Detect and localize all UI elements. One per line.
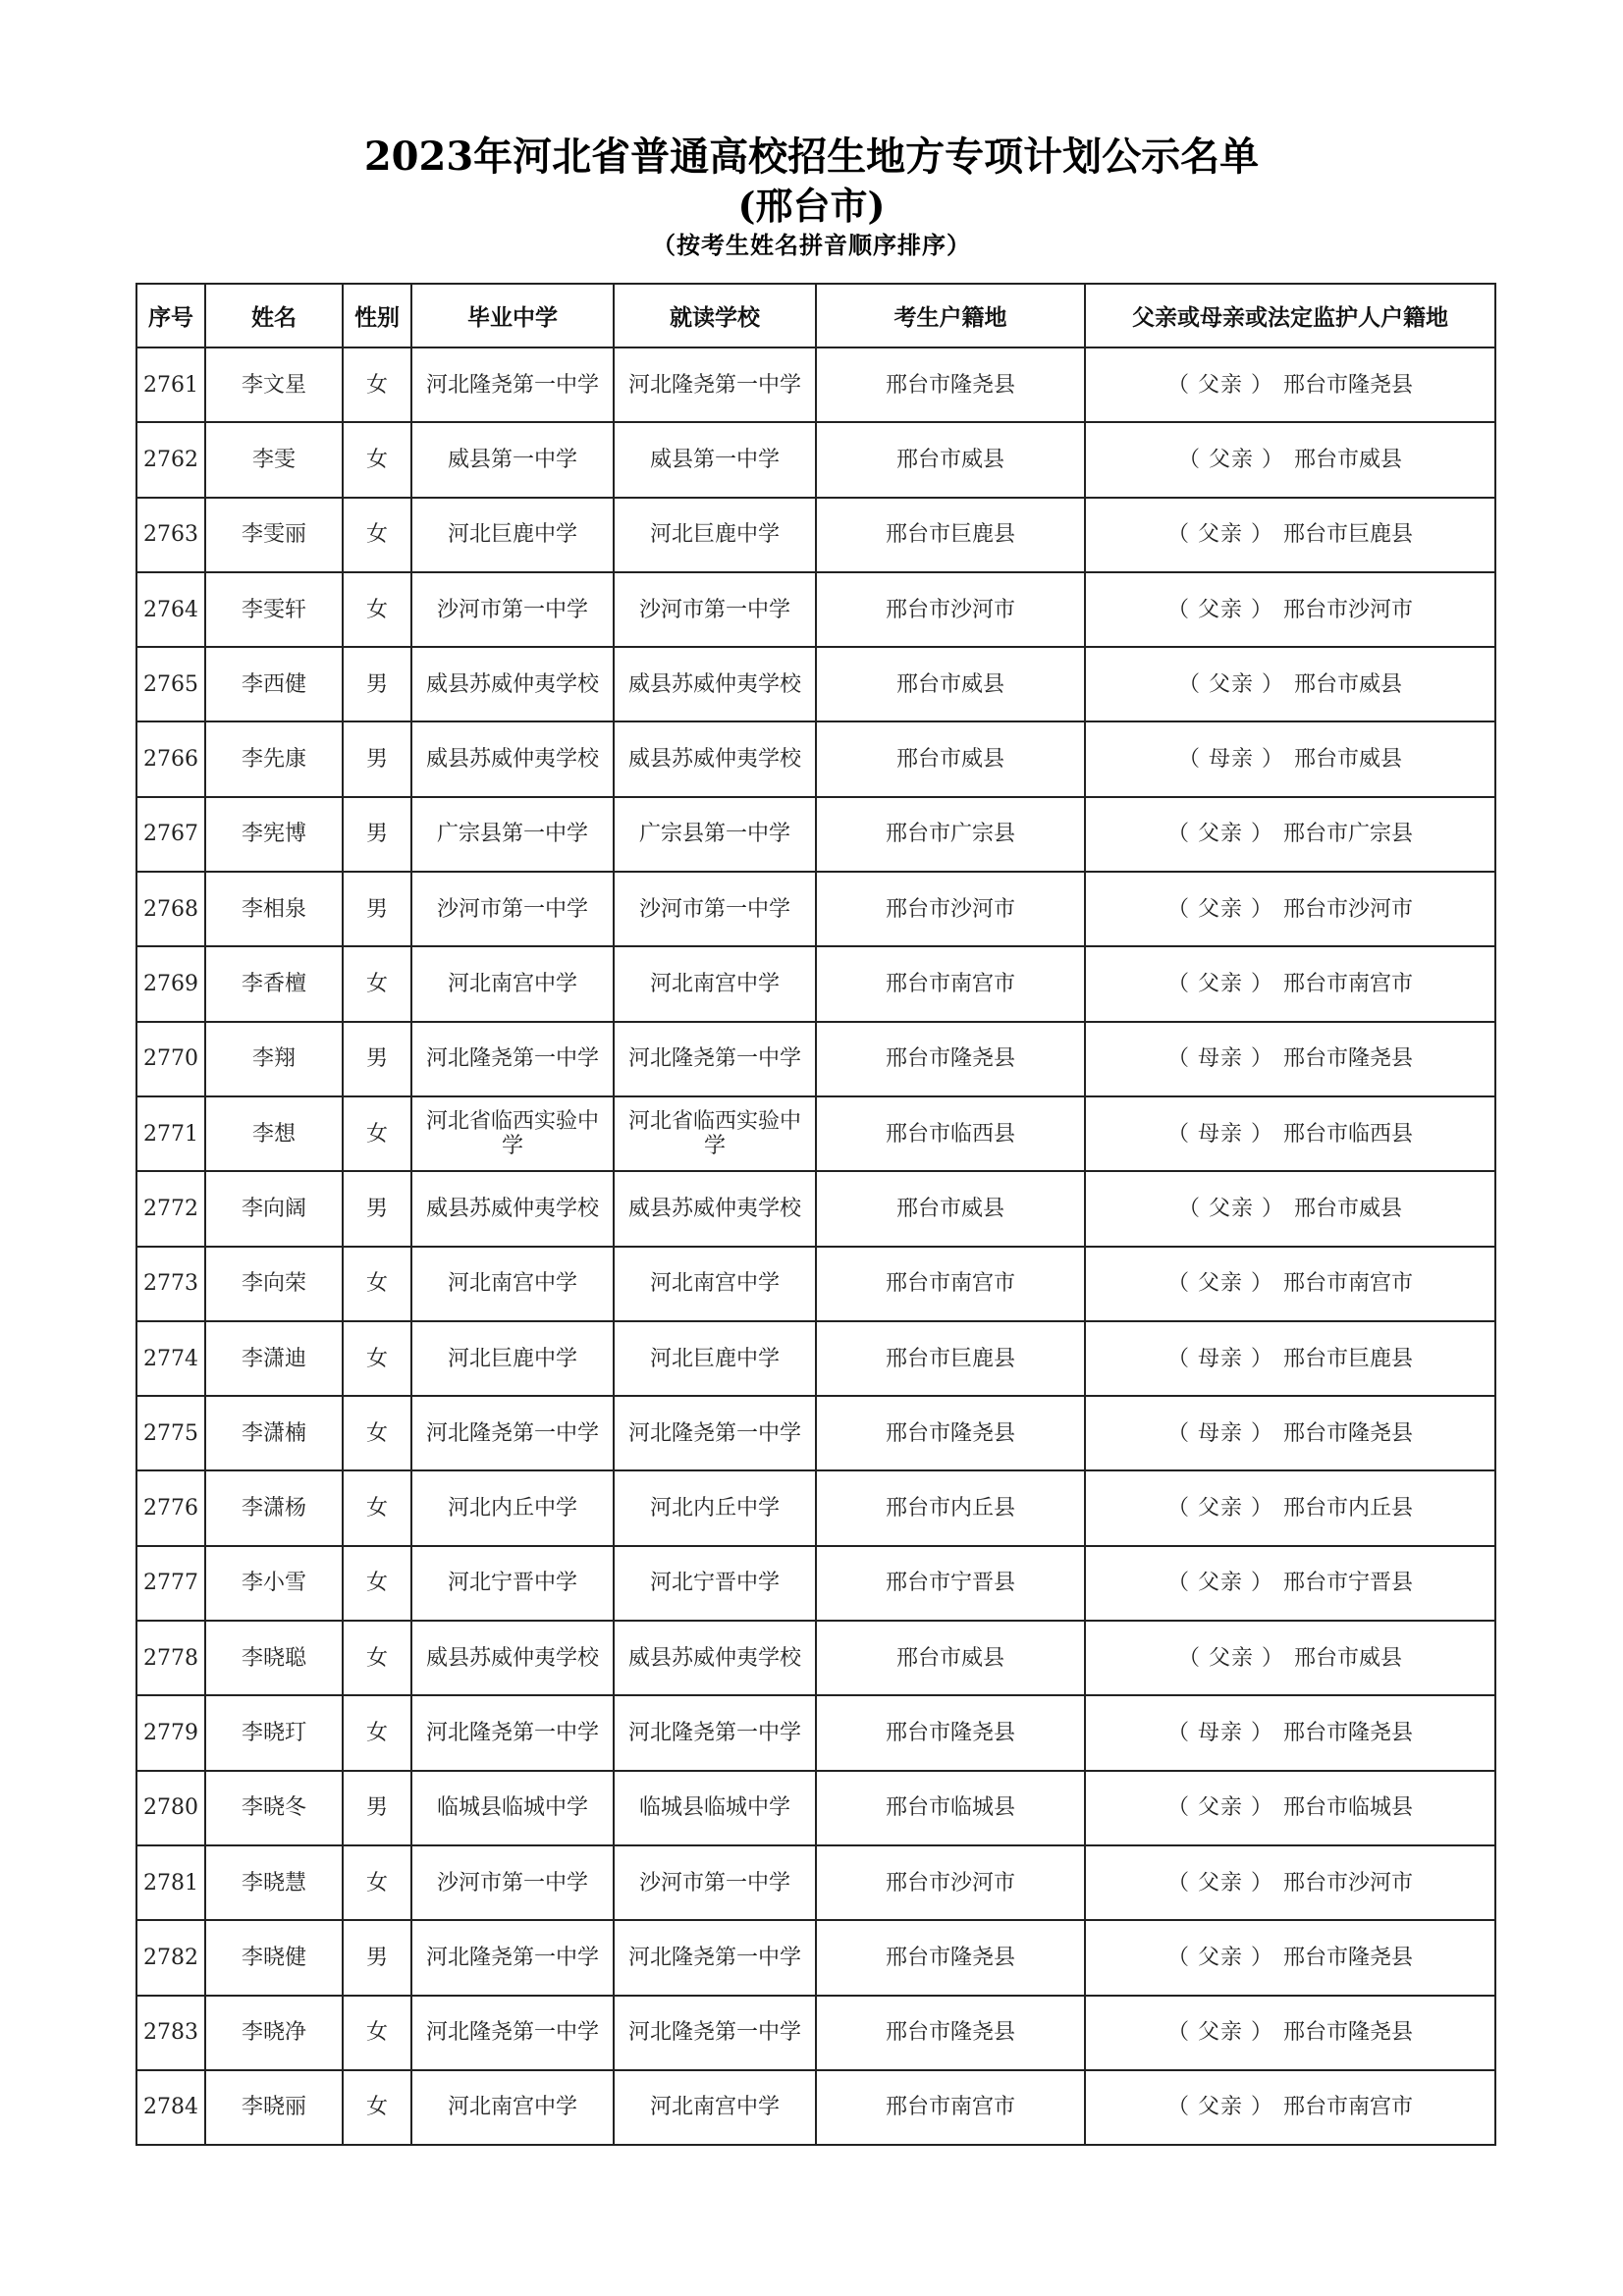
cell-parent-hukou — [1085, 1022, 1495, 1096]
cell-no: 2767 — [136, 797, 205, 872]
parent-relation: （ 父亲 ） — [1166, 2095, 1273, 2120]
parent-relation: （ 父亲 ） — [1166, 597, 1273, 622]
parent-relation: （ 母亲 ） — [1166, 1346, 1273, 1371]
cell-gender: 男 — [343, 1171, 411, 1246]
cell-study-school: 沙河市第一中学 — [614, 572, 816, 647]
table-row — [136, 1247, 1495, 1321]
table-row — [136, 872, 1495, 946]
cell-name: 李想 — [205, 1096, 343, 1171]
cell-grad-school: 河北隆尧第一中学 — [411, 1920, 614, 1995]
cell-name: 李晓健 — [205, 1920, 343, 1995]
cell-study-school: 河北隆尧第一中学 — [614, 1920, 816, 1995]
cell-hukou: 邢台市沙河市 — [816, 1845, 1085, 1920]
cell-no: 2775 — [136, 1396, 205, 1470]
cell-grad-school: 河北隆尧第一中学 — [411, 1022, 614, 1096]
cell-no: 2765 — [136, 647, 205, 721]
cell-no: 2779 — [136, 1695, 205, 1770]
table-row — [136, 1695, 1495, 1770]
cell-study-school: 河北隆尧第一中学 — [614, 1396, 816, 1470]
cell-study-school: 河北南宫中学 — [614, 2070, 816, 2145]
cell-study-school: 沙河市第一中学 — [614, 1845, 816, 1920]
cell-parent-hukou — [1085, 422, 1495, 497]
cell-grad-school: 威县第一中学 — [411, 422, 614, 497]
parent-relation: （ 母亲 ） — [1166, 1046, 1273, 1072]
cell-parent-hukou — [1085, 946, 1495, 1021]
header-cell-gender: 性别 — [343, 284, 411, 347]
cell-no: 2770 — [136, 1022, 205, 1096]
parent-relation: （ 父亲 ） — [1166, 1945, 1273, 1970]
cell-grad-school: 河北南宫中学 — [411, 946, 614, 1021]
cell-gender: 女 — [343, 1546, 411, 1621]
cell-parent-hukou — [1085, 1845, 1495, 1920]
cell-grad-school: 河北内丘中学 — [411, 1470, 614, 1545]
cell-grad-school: 河北宁晋中学 — [411, 1546, 614, 1621]
cell-parent-hukou — [1085, 1621, 1495, 1695]
cell-name: 李翔 — [205, 1022, 343, 1096]
parent-relation: （ 父亲 ） — [1166, 1571, 1273, 1596]
cell-name: 李潇楠 — [205, 1396, 343, 1470]
cell-parent-hukou — [1085, 1096, 1495, 1171]
cell-gender: 女 — [343, 1321, 411, 1396]
cell-study-school: 河北隆尧第一中学 — [614, 1996, 816, 2070]
table-row — [136, 347, 1495, 422]
cell-hukou: 邢台市临西县 — [816, 1096, 1085, 1171]
cell-gender: 女 — [343, 1470, 411, 1545]
city-subtitle: (邢台市) — [737, 184, 886, 228]
parent-hukou-place: 邢台市隆尧县 — [1282, 372, 1413, 398]
cell-grad-school: 广宗县第一中学 — [411, 797, 614, 872]
cell-hukou: 邢台市沙河市 — [816, 572, 1085, 647]
table-body — [136, 347, 1495, 2145]
table-row — [136, 1621, 1495, 1695]
cell-name: 李晓净 — [205, 1996, 343, 2070]
parent-relation: （ 父亲 ） — [1177, 1645, 1284, 1671]
cell-study-school: 河北南宫中学 — [614, 946, 816, 1021]
cell-study-school: 河北内丘中学 — [614, 1470, 816, 1545]
table-header-row — [136, 284, 1495, 347]
parent-hukou-place: 邢台市威县 — [1293, 1196, 1402, 1221]
cell-name: 李潇迪 — [205, 1321, 343, 1396]
cell-no: 2772 — [136, 1171, 205, 1246]
table-row — [136, 1996, 1495, 2070]
table-row — [136, 422, 1495, 497]
cell-hukou: 邢台市南宫市 — [816, 2070, 1085, 2145]
cell-parent-hukou — [1085, 1695, 1495, 1770]
cell-gender: 女 — [343, 946, 411, 1021]
table-row — [136, 946, 1495, 1021]
parent-hukou-place: 邢台市广宗县 — [1282, 822, 1413, 847]
header-cell-study-school: 就读学校 — [614, 284, 816, 347]
table-row — [136, 797, 1495, 872]
cell-grad-school: 河北隆尧第一中学 — [411, 1396, 614, 1470]
cell-gender: 女 — [343, 1396, 411, 1470]
parent-relation: （ 母亲 ） — [1166, 1420, 1273, 1446]
cell-hukou: 邢台市南宫市 — [816, 1247, 1085, 1321]
cell-no: 2763 — [136, 498, 205, 572]
cell-study-school: 河北隆尧第一中学 — [614, 1695, 816, 1770]
cell-hukou: 邢台市威县 — [816, 647, 1085, 721]
cell-parent-hukou — [1085, 1321, 1495, 1396]
table-row — [136, 1546, 1495, 1621]
table-row — [136, 647, 1495, 721]
cell-study-school: 临城县临城中学 — [614, 1771, 816, 1845]
cell-grad-school: 河北南宫中学 — [411, 1247, 614, 1321]
parent-hukou-place: 邢台市隆尧县 — [1282, 2020, 1413, 2046]
table-row — [136, 1096, 1495, 1171]
cell-gender: 女 — [343, 347, 411, 422]
parent-hukou-place: 邢台市沙河市 — [1282, 896, 1413, 922]
cell-gender: 男 — [343, 797, 411, 872]
cell-study-school: 河北巨鹿中学 — [614, 498, 816, 572]
parent-hukou-place: 邢台市沙河市 — [1282, 597, 1413, 622]
parent-hukou-place: 邢台市隆尧县 — [1282, 1945, 1413, 1970]
cell-no: 2780 — [136, 1771, 205, 1845]
parent-hukou-place: 邢台市威县 — [1293, 747, 1402, 773]
cell-grad-school: 临城县临城中学 — [411, 1771, 614, 1845]
cell-name: 李香檀 — [205, 946, 343, 1021]
cell-grad-school: 河北巨鹿中学 — [411, 1321, 614, 1396]
parent-hukou-place: 邢台市巨鹿县 — [1282, 1346, 1413, 1371]
cell-name: 李宪博 — [205, 797, 343, 872]
cell-gender: 女 — [343, 1247, 411, 1321]
cell-gender: 男 — [343, 647, 411, 721]
cell-gender: 男 — [343, 872, 411, 946]
parent-relation: （ 父亲 ） — [1166, 522, 1273, 548]
cell-name: 李晓丽 — [205, 2070, 343, 2145]
cell-hukou: 邢台市威县 — [816, 721, 1085, 796]
cell-grad-school: 威县苏威仲夷学校 — [411, 1171, 614, 1246]
cell-parent-hukou — [1085, 498, 1495, 572]
cell-parent-hukou — [1085, 797, 1495, 872]
table-row — [136, 1396, 1495, 1470]
cell-no: 2776 — [136, 1470, 205, 1545]
cell-study-school: 河北宁晋中学 — [614, 1546, 816, 1621]
cell-parent-hukou — [1085, 1396, 1495, 1470]
cell-gender: 女 — [343, 1845, 411, 1920]
cell-hukou: 邢台市威县 — [816, 422, 1085, 497]
cell-study-school: 河北省临西实验中学 — [614, 1096, 816, 1171]
cell-grad-school: 河北隆尧第一中学 — [411, 1695, 614, 1770]
table-row — [136, 1845, 1495, 1920]
parent-relation: （ 父亲 ） — [1166, 1870, 1273, 1896]
cell-grad-school: 河北隆尧第一中学 — [411, 347, 614, 422]
cell-name: 李向荣 — [205, 1247, 343, 1321]
cell-hukou: 邢台市威县 — [816, 1621, 1085, 1695]
cell-study-school: 沙河市第一中学 — [614, 872, 816, 946]
cell-study-school: 威县第一中学 — [614, 422, 816, 497]
cell-gender: 男 — [343, 1771, 411, 1845]
header-cell-hukou: 考生户籍地 — [816, 284, 1085, 347]
cell-hukou: 邢台市广宗县 — [816, 797, 1085, 872]
cell-hukou: 邢台市内丘县 — [816, 1470, 1085, 1545]
cell-hukou: 邢台市临城县 — [816, 1771, 1085, 1845]
parent-relation: （ 父亲 ） — [1177, 1196, 1284, 1221]
cell-grad-school: 河北隆尧第一中学 — [411, 1996, 614, 2070]
cell-study-school: 威县苏威仲夷学校 — [614, 1171, 816, 1246]
cell-name: 李雯轩 — [205, 572, 343, 647]
parent-relation: （ 父亲 ） — [1166, 896, 1273, 922]
cell-name: 李西健 — [205, 647, 343, 721]
cell-no: 2783 — [136, 1996, 205, 2070]
cell-name: 李晓慧 — [205, 1845, 343, 1920]
header-cell-no: 序号 — [136, 284, 205, 347]
roster-table — [135, 283, 1496, 2146]
parent-relation: （ 母亲 ） — [1166, 1720, 1273, 1745]
cell-parent-hukou — [1085, 872, 1495, 946]
cell-gender: 女 — [343, 2070, 411, 2145]
cell-gender: 女 — [343, 1621, 411, 1695]
table-row — [136, 572, 1495, 647]
parent-relation: （ 父亲 ） — [1166, 2020, 1273, 2046]
cell-grad-school: 威县苏威仲夷学校 — [411, 647, 614, 721]
cell-name: 李相泉 — [205, 872, 343, 946]
table-row — [136, 1920, 1495, 1995]
cell-grad-school: 沙河市第一中学 — [411, 872, 614, 946]
cell-grad-school: 沙河市第一中学 — [411, 572, 614, 647]
parent-relation: （ 母亲 ） — [1177, 747, 1284, 773]
cell-no: 2782 — [136, 1920, 205, 1995]
cell-study-school: 威县苏威仲夷学校 — [614, 647, 816, 721]
cell-gender: 女 — [343, 572, 411, 647]
cell-no: 2764 — [136, 572, 205, 647]
cell-no: 2761 — [136, 347, 205, 422]
cell-name: 李雯 — [205, 422, 343, 497]
parent-relation: （ 母亲 ） — [1166, 1121, 1273, 1147]
parent-relation: （ 父亲 ） — [1166, 822, 1273, 847]
table-row — [136, 2070, 1495, 2145]
parent-hukou-place: 邢台市巨鹿县 — [1282, 522, 1413, 548]
parent-hukou-place: 邢台市南宫市 — [1282, 2095, 1413, 2120]
cell-name: 李向阔 — [205, 1171, 343, 1246]
cell-hukou: 邢台市隆尧县 — [816, 1920, 1085, 1995]
cell-parent-hukou — [1085, 1171, 1495, 1246]
cell-parent-hukou — [1085, 1470, 1495, 1545]
cell-parent-hukou — [1085, 721, 1495, 796]
parent-hukou-place: 邢台市隆尧县 — [1282, 1420, 1413, 1446]
cell-no: 2773 — [136, 1247, 205, 1321]
parent-hukou-place: 邢台市临西县 — [1282, 1121, 1413, 1147]
cell-no: 2778 — [136, 1621, 205, 1695]
parent-hukou-place: 邢台市内丘县 — [1282, 1496, 1413, 1522]
cell-study-school: 河北隆尧第一中学 — [614, 347, 816, 422]
header-cell-grad-school: 毕业中学 — [411, 284, 614, 347]
table-row — [136, 1321, 1495, 1396]
parent-hukou-place: 邢台市沙河市 — [1282, 1870, 1413, 1896]
cell-study-school: 广宗县第一中学 — [614, 797, 816, 872]
cell-study-school: 河北巨鹿中学 — [614, 1321, 816, 1396]
table-row — [136, 1022, 1495, 1096]
cell-no: 2777 — [136, 1546, 205, 1621]
cell-no: 2762 — [136, 422, 205, 497]
parent-relation: （ 父亲 ） — [1177, 447, 1284, 472]
parent-hukou-place: 邢台市宁晋县 — [1282, 1571, 1413, 1596]
parent-hukou-place: 邢台市临城县 — [1282, 1795, 1413, 1821]
cell-grad-school: 威县苏威仲夷学校 — [411, 1621, 614, 1695]
cell-no: 2781 — [136, 1845, 205, 1920]
cell-hukou: 邢台市隆尧县 — [816, 347, 1085, 422]
cell-gender: 女 — [343, 422, 411, 497]
parent-relation: （ 父亲 ） — [1177, 671, 1284, 697]
cell-parent-hukou — [1085, 572, 1495, 647]
cell-name: 李雯丽 — [205, 498, 343, 572]
cell-study-school: 河北隆尧第一中学 — [614, 1022, 816, 1096]
table-row — [136, 498, 1495, 572]
table-row — [136, 721, 1495, 796]
cell-hukou: 邢台市隆尧县 — [816, 1996, 1085, 2070]
parent-relation: （ 父亲 ） — [1166, 372, 1273, 398]
table-row — [136, 1171, 1495, 1246]
cell-parent-hukou — [1085, 1920, 1495, 1995]
parent-hukou-place: 邢台市威县 — [1293, 447, 1402, 472]
cell-study-school: 河北南宫中学 — [614, 1247, 816, 1321]
sort-note: （按考生姓名拼音顺序排序） — [652, 231, 971, 259]
cell-grad-school: 威县苏威仲夷学校 — [411, 721, 614, 796]
parent-hukou-place: 邢台市南宫市 — [1282, 972, 1413, 997]
cell-hukou: 邢台市威县 — [816, 1171, 1085, 1246]
cell-grad-school: 河北南宫中学 — [411, 2070, 614, 2145]
cell-parent-hukou — [1085, 2070, 1495, 2145]
cell-hukou: 邢台市巨鹿县 — [816, 498, 1085, 572]
cell-hukou: 邢台市南宫市 — [816, 946, 1085, 1021]
cell-study-school: 威县苏威仲夷学校 — [614, 721, 816, 796]
cell-hukou: 邢台市宁晋县 — [816, 1546, 1085, 1621]
parent-relation: （ 父亲 ） — [1166, 1271, 1273, 1297]
cell-hukou: 邢台市巨鹿县 — [816, 1321, 1085, 1396]
cell-hukou: 邢台市隆尧县 — [816, 1022, 1085, 1096]
cell-no: 2768 — [136, 872, 205, 946]
cell-name: 李晓聪 — [205, 1621, 343, 1695]
parent-relation: （ 父亲 ） — [1166, 1795, 1273, 1821]
parent-hukou-place: 邢台市南宫市 — [1282, 1271, 1413, 1297]
header-cell-name: 姓名 — [205, 284, 343, 347]
table-row — [136, 1771, 1495, 1845]
parent-hukou-place: 邢台市隆尧县 — [1282, 1720, 1413, 1745]
cell-study-school: 威县苏威仲夷学校 — [614, 1621, 816, 1695]
cell-parent-hukou — [1085, 647, 1495, 721]
cell-gender: 女 — [343, 498, 411, 572]
header-cell-parent-hukou: 父亲或母亲或法定监护人户籍地 — [1085, 284, 1495, 347]
cell-name: 李文星 — [205, 347, 343, 422]
table-row — [136, 1470, 1495, 1545]
cell-no: 2784 — [136, 2070, 205, 2145]
cell-name: 李晓玎 — [205, 1695, 343, 1770]
cell-gender: 男 — [343, 1920, 411, 1995]
cell-parent-hukou — [1085, 1771, 1495, 1845]
cell-gender: 女 — [343, 1996, 411, 2070]
cell-name: 李晓冬 — [205, 1771, 343, 1845]
cell-grad-school: 河北省临西实验中学 — [411, 1096, 614, 1171]
cell-parent-hukou — [1085, 1247, 1495, 1321]
cell-parent-hukou — [1085, 1996, 1495, 2070]
parent-relation: （ 父亲 ） — [1166, 1496, 1273, 1522]
parent-relation: （ 父亲 ） — [1166, 972, 1273, 997]
cell-gender: 男 — [343, 721, 411, 796]
cell-gender: 女 — [343, 1695, 411, 1770]
page-title: 2023年河北省普通高校招生地方专项计划公示名单 — [363, 133, 1260, 180]
cell-hukou: 邢台市隆尧县 — [816, 1396, 1085, 1470]
cell-name: 李潇杨 — [205, 1470, 343, 1545]
cell-grad-school: 沙河市第一中学 — [411, 1845, 614, 1920]
cell-hukou: 邢台市沙河市 — [816, 872, 1085, 946]
cell-gender: 女 — [343, 1096, 411, 1171]
cell-name: 李小雪 — [205, 1546, 343, 1621]
cell-no: 2766 — [136, 721, 205, 796]
cell-gender: 男 — [343, 1022, 411, 1096]
parent-hukou-place: 邢台市威县 — [1293, 671, 1402, 697]
cell-parent-hukou — [1085, 347, 1495, 422]
cell-no: 2774 — [136, 1321, 205, 1396]
cell-grad-school: 河北巨鹿中学 — [411, 498, 614, 572]
cell-no: 2769 — [136, 946, 205, 1021]
cell-no: 2771 — [136, 1096, 205, 1171]
cell-name: 李先康 — [205, 721, 343, 796]
parent-hukou-place: 邢台市威县 — [1293, 1645, 1402, 1671]
cell-parent-hukou — [1085, 1546, 1495, 1621]
cell-hukou: 邢台市隆尧县 — [816, 1695, 1085, 1770]
parent-hukou-place: 邢台市隆尧县 — [1282, 1046, 1413, 1072]
